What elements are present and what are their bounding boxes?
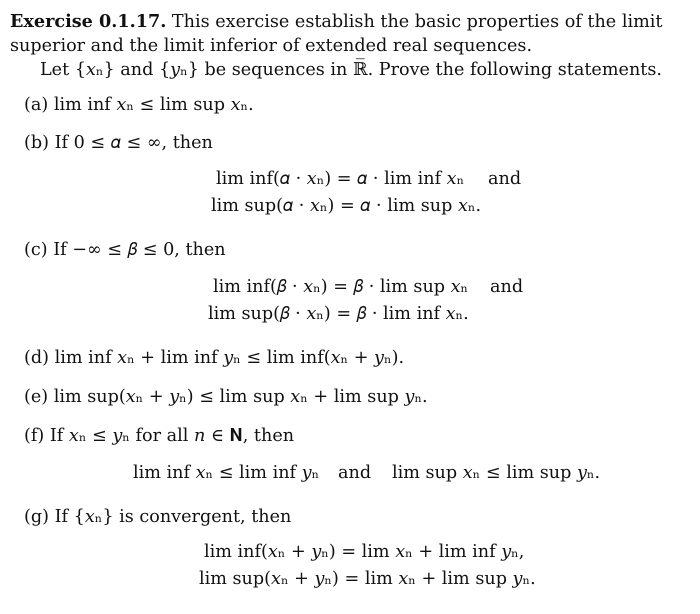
item-a (24, 94, 254, 116)
item-f (24, 425, 294, 447)
item-g-equation-1: lim inf(𝑥ₙ + 𝑦ₙ) = lim 𝑥ₙ + lim inf 𝑦ₙ, (204, 542, 525, 562)
intro-line-3: Let {𝑥ₙ} and {𝑦ₙ} be sequences in ℝ̅. Prove the following statements. (40, 60, 662, 80)
item-f-and: and (338, 463, 372, 483)
item-g-equation-2: lim sup(𝑥ₙ + 𝑦ₙ) = lim 𝑥ₙ + lim sup 𝑦ₙ. (199, 569, 536, 589)
item-c-statement: If −∞ ≤ 𝛽 ≤ 0, then (53, 240, 226, 260)
item-c-equation-1: lim inf(𝛽 · 𝑥ₙ) = 𝛽 · lim sup 𝑥ₙ (213, 277, 469, 297)
item-d (24, 347, 404, 369)
item-d-statement: lim inf 𝑥ₙ + lim inf 𝑦ₙ ≤ lim inf(𝑥ₙ + 𝑦ₙ). (54, 348, 405, 368)
item-f-statement: If 𝑥ₙ ≤ 𝑦ₙ for all 𝑛 ∈ 𝐍, then (49, 426, 295, 446)
item-a-statement: lim inf 𝑥ₙ ≤ lim sup 𝑥ₙ. (53, 95, 254, 115)
item-f-label: (f) (24, 426, 45, 446)
item-f-equation-right: lim sup 𝑥ₙ ≤ lim sup 𝑦ₙ. (392, 463, 601, 483)
item-c-equation-2: lim sup(𝛽 · 𝑥ₙ) = 𝛽 · lim inf 𝑥ₙ. (208, 304, 469, 324)
item-c-label: (c) (24, 240, 48, 260)
item-e (24, 386, 428, 408)
item-c (24, 239, 226, 261)
item-e-label: (e) (24, 387, 49, 407)
item-a-label: (a) (24, 95, 49, 115)
item-b-label: (b) (24, 133, 49, 153)
item-b-statement: If 0 ≤ 𝛼 ≤ ∞, then (54, 133, 213, 153)
item-b-equation-2: lim sup(𝛼 · 𝑥ₙ) = 𝛼 · lim sup 𝑥ₙ. (211, 196, 482, 216)
item-b (24, 132, 213, 154)
item-g (24, 506, 291, 528)
item-b-equation-1: lim inf(𝛼 · 𝑥ₙ) = 𝛼 · lim inf 𝑥ₙ (216, 169, 465, 189)
item-b-and: and (488, 169, 522, 189)
exercise-heading: Exercise 0.1.17. (10, 11, 167, 32)
intro-text-1: This exercise establish the basic properties of the limit (171, 12, 663, 32)
item-g-statement: If {𝑥ₙ} is convergent, then (54, 507, 292, 527)
item-f-equation-left: lim inf 𝑥ₙ ≤ lim inf 𝑦ₙ (133, 463, 320, 483)
item-c-and: and (490, 277, 524, 297)
item-g-label: (g) (24, 507, 49, 527)
intro-line-2: superior and the limit inferior of extended real sequences. (10, 36, 533, 56)
intro-line-1 (10, 11, 662, 33)
item-e-statement: lim sup(𝑥ₙ + 𝑦ₙ) ≤ lim sup 𝑥ₙ + lim sup 𝑦ₙ. (53, 387, 428, 407)
item-d-label: (d) (24, 348, 49, 368)
